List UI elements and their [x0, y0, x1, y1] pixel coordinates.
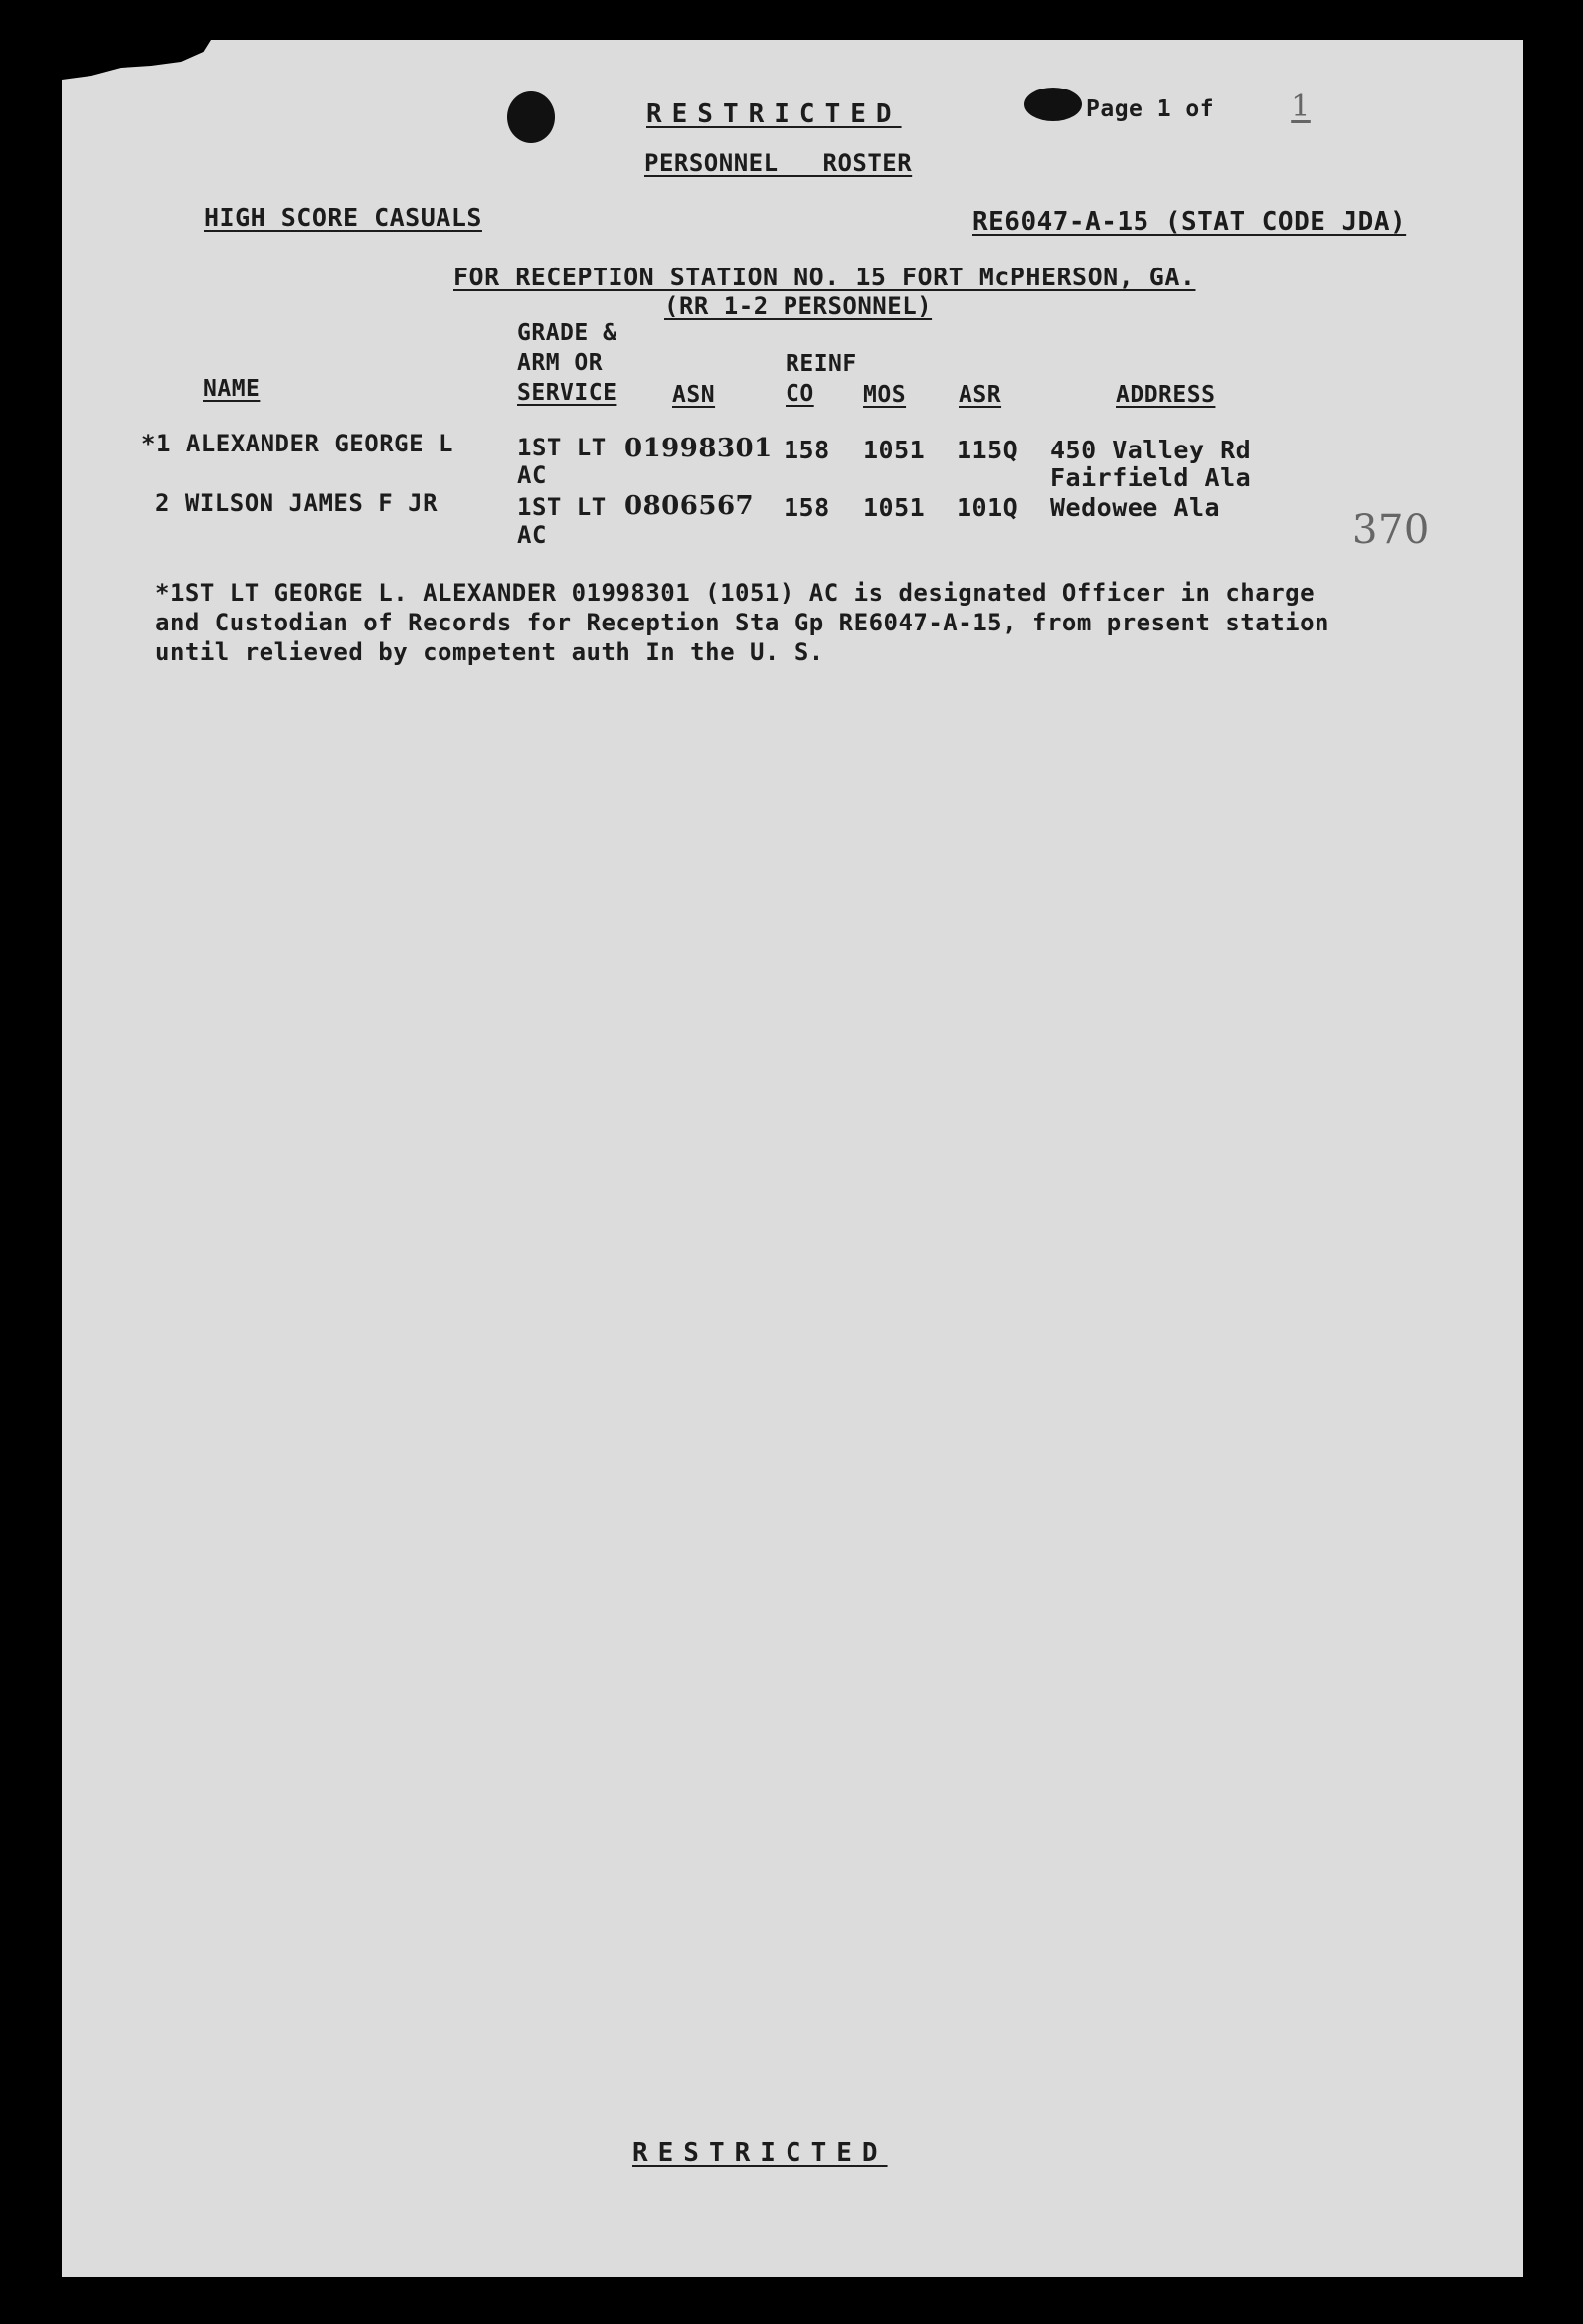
page-label: Page 1 of [1086, 96, 1215, 122]
row-co: 158 [784, 436, 830, 464]
row-grade: 1ST LT [517, 434, 607, 461]
row-asn: 01998301 [624, 434, 773, 463]
note-line-1: *1ST LT GEORGE L. ALEXANDER 01998301 (1051) AC is designated Officer in charge [155, 579, 1316, 607]
torn-corner [62, 40, 211, 80]
col-reinf: REINF [786, 351, 857, 377]
group-name: HIGH SCORE CASUALS [204, 203, 482, 232]
col-name: NAME [203, 376, 261, 402]
punch-hole-right [1024, 88, 1082, 121]
personnel-type: (RR 1-2 PERSONNEL) [664, 292, 933, 320]
destination: FOR RECEPTION STATION NO. 15 FORT McPHERSON, GA. [453, 263, 1196, 291]
note-line-2: and Custodian of Records for Reception Sta Gp RE6047-A-15, from present station [155, 609, 1329, 636]
row-asr: 101Q [957, 493, 1019, 522]
row-arm: AC [517, 461, 547, 489]
row-name: *1 ALEXANDER GEORGE L [141, 430, 453, 457]
row-mos: 1051 [863, 436, 926, 464]
col-mos: MOS [863, 382, 907, 408]
roster-title: PERSONNEL ROSTER [644, 149, 913, 177]
row-address-line1: 450 Valley Rd [1050, 436, 1252, 464]
row-arm: AC [517, 521, 547, 549]
punch-hole-left [507, 91, 555, 143]
roster-page [62, 40, 1523, 2277]
col-co: CO [786, 381, 814, 407]
group-code: RE6047-A-15 (STAT CODE JDA) [972, 207, 1407, 237]
col-asn: ASN [672, 382, 716, 408]
page-total: 1 [1291, 89, 1311, 124]
col-grade-line1: GRADE & [517, 320, 617, 346]
row-name: 2 WILSON JAMES F JR [155, 489, 439, 517]
row-address-line1: Wedowee Ala [1050, 493, 1221, 522]
margin-number: 370 [1352, 507, 1430, 553]
col-grade-line3: SERVICE [517, 380, 617, 406]
row-address-line2: Fairfield Ala [1050, 463, 1252, 492]
row-mos: 1051 [863, 493, 926, 522]
restricted-footer: RESTRICTED [632, 2138, 888, 2168]
row-grade: 1ST LT [517, 493, 607, 521]
note-line-3: until relieved by competent auth In the U. S. [155, 638, 824, 666]
row-co: 158 [784, 493, 830, 522]
col-grade-line2: ARM OR [517, 350, 604, 376]
col-asr: ASR [959, 382, 1002, 408]
col-address: ADDRESS [1116, 382, 1216, 408]
row-asn: 0806567 [624, 491, 755, 521]
row-asr: 115Q [957, 436, 1019, 464]
restricted-header: RESTRICTED [646, 99, 902, 129]
